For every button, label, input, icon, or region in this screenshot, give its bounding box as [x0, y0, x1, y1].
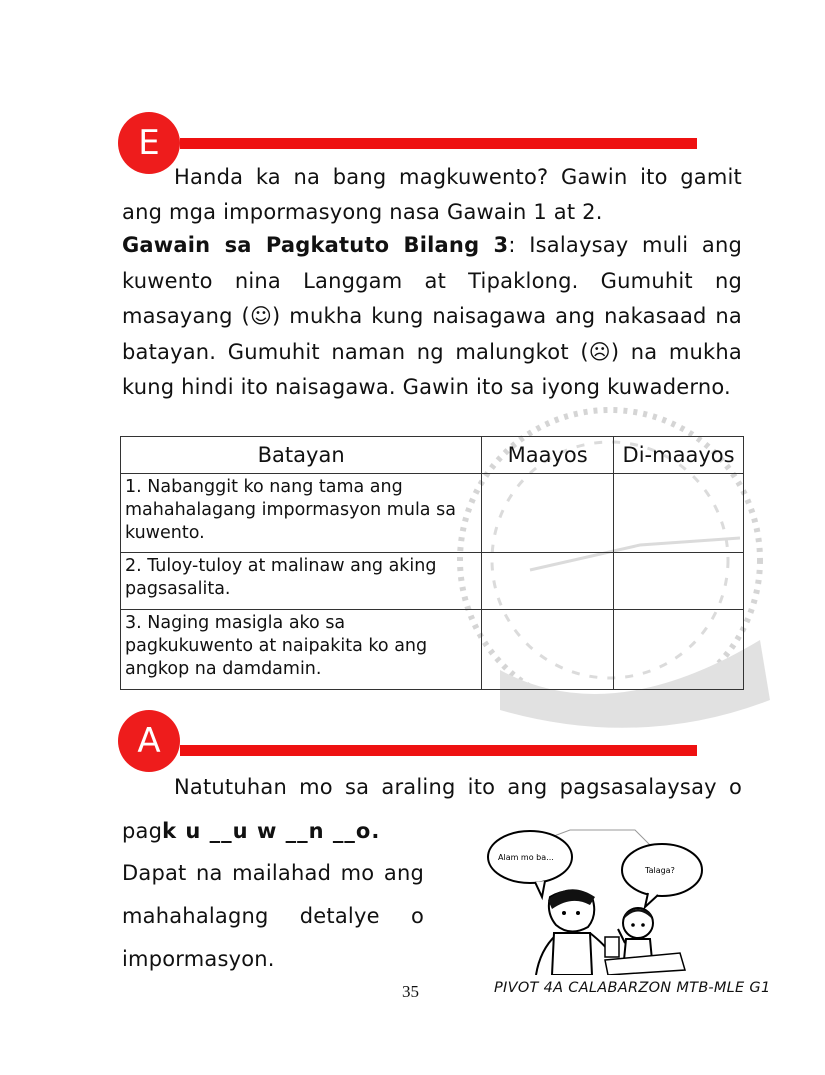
section-a-line3: Dapat na mailahad mo ang mahahalagng detalye o impormasyon. [122, 861, 424, 971]
fill-in-blank-word: k u __u w __n __o. [162, 819, 381, 843]
activity-text-2: ) mukha kung naisagawa ang nakasaad na batayan. Gumuhit naman ng malungkot ( [122, 304, 742, 364]
criterion-cell: 1. Nabanggit ko nang tama ang mahahalagang impormasyon mula sa kuwento. [121, 474, 482, 553]
section-a-divider [180, 745, 697, 756]
table-header-row [121, 437, 744, 474]
di-maayos-cell [614, 474, 744, 553]
di-maayos-cell [614, 553, 744, 610]
happy-face-icon: ☺ [249, 304, 273, 328]
sad-face-icon: ☹ [588, 339, 611, 364]
activity-instructions [122, 228, 742, 406]
section-e-badge: E [118, 112, 180, 174]
maayos-cell [482, 553, 614, 610]
maayos-cell [482, 474, 614, 553]
rubric-table [120, 436, 744, 690]
speech-right-text: Talaga? [645, 866, 675, 875]
table-row [121, 553, 744, 610]
maayos-cell [482, 610, 614, 690]
speech-left-text: Alam mo ba... [498, 853, 554, 862]
activity-colon: : [508, 233, 516, 257]
word-prefix: pag [122, 819, 163, 843]
publisher-label: PIVOT 4A CALABARZON MTB-MLE G1 [494, 980, 771, 996]
activity-label: Gawain sa Pagkatuto Bilang 3 [122, 233, 509, 257]
illustration-storytelling [480, 825, 730, 975]
table-row [121, 610, 744, 690]
page-number: 35 [402, 982, 419, 1001]
section-a-line2 [122, 814, 462, 849]
header-batayan: Batayan [121, 437, 482, 474]
criterion-cell: 2. Tuloy-tuloy at malinaw ang aking pagsasalita. [121, 553, 482, 610]
section-a-badge: A [118, 710, 180, 772]
header-di-maayos: Di-maayos [614, 437, 744, 474]
di-maayos-cell [614, 610, 744, 690]
section-e-intro: Handa ka na bang magkuwento? Gawin ito gamit ang mga impormasyong nasa Gawain 1 at 2. [122, 165, 742, 224]
header-maayos: Maayos [482, 437, 614, 474]
criterion-cell: 3. Naging masigla ako sa pagkukuwento at naipakita ko ang angkop na damdamin. [121, 610, 482, 690]
activity-text-3: ) na mukha kung hindi ito naisagawa. Gawin ito sa iyong kuwaderno. [122, 339, 742, 399]
section-e-divider [180, 138, 697, 149]
table-row [121, 474, 744, 553]
section-a-line1: Natutuhan mo sa araling ito ang pagsasalaysay o [174, 775, 742, 799]
activity-text-1: Isalaysay muli ang kuwento nina Langgam at Tipaklong. Gumuhit ng masayang ( [122, 233, 742, 328]
